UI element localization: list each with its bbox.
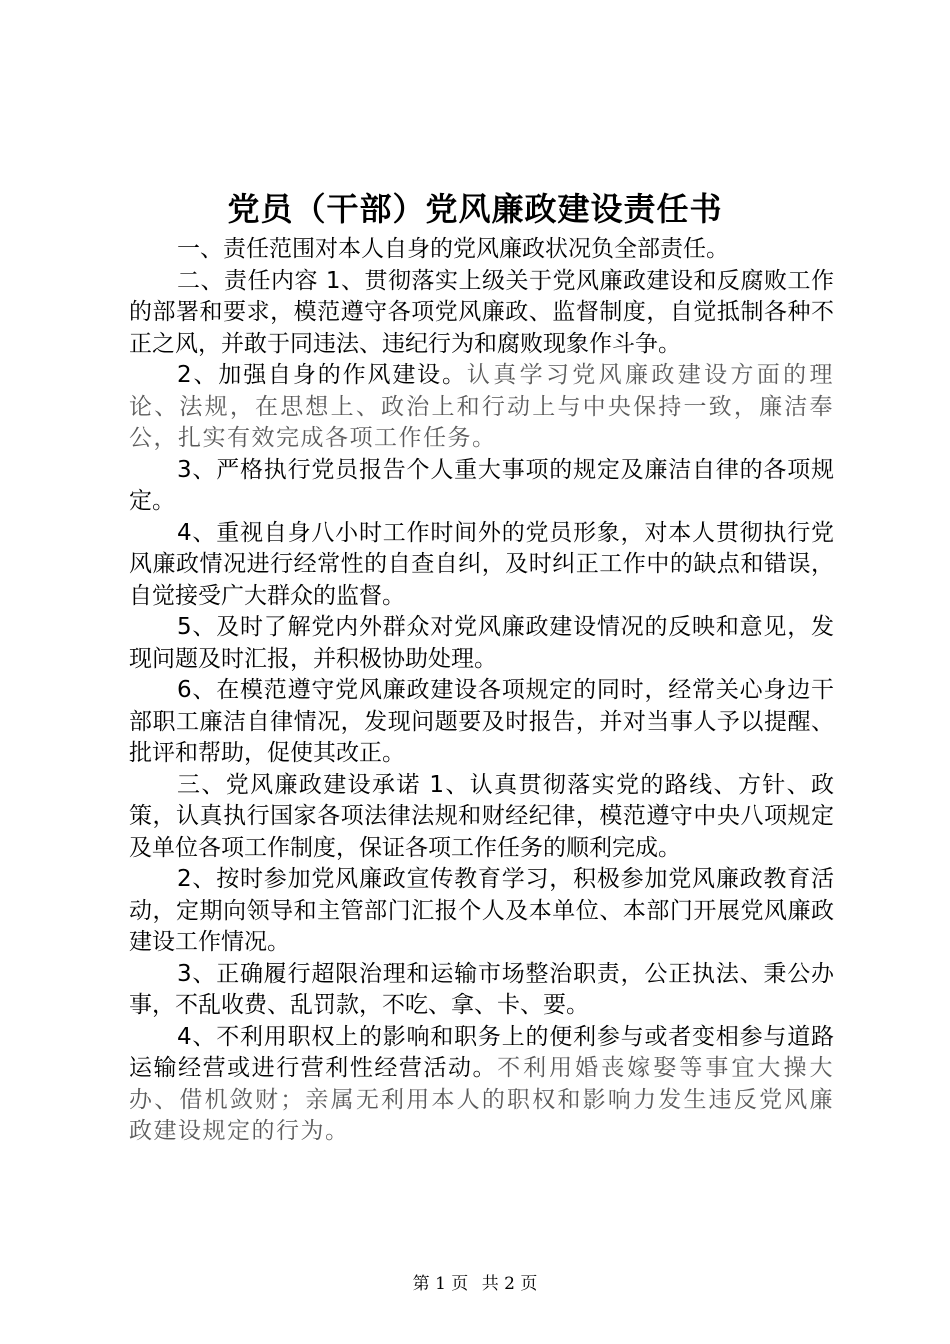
document-body	[129, 234, 834, 1148]
paragraph	[129, 360, 834, 455]
paragraph-text: 2、按时参加党风廉政宣传教育学习，积极参加党风廉政教育活动，定期向领导和主管部门汇报个人及本单位、本部门开展党风廉政建设工作情况。	[129, 866, 834, 955]
paragraph-text: 一、责任范围对本人自身的党风廉政状况负全部责任。	[177, 236, 729, 262]
page-total: 共 2 页	[481, 1274, 538, 1294]
page-footer	[0, 1272, 950, 1296]
page-number: 第 1 页	[412, 1274, 469, 1294]
paragraph-text: 4、不利用职权上的影响和职务上的便利参与或者变相参与道路运输经营或进行营利性经营活动。	[129, 1023, 834, 1081]
paragraph	[129, 266, 834, 361]
paragraph-muted-text: 认真学习党风廉政建设方面的理论、法规，在思想上、政治上和行动上与中央保持一致，廉洁奉公，扎实有效完成各项工作任务。	[129, 362, 834, 451]
paragraph-text: 2、加强自身的作风建设。	[177, 362, 467, 388]
paragraph	[129, 770, 834, 865]
paragraph-text: 6、在模范遵守党风廉政建设各项规定的同时，经常关心身边干部职工廉洁自律情况，发现问题要及时报告，并对当事人予以提醒、批评和帮助，促使其改正。	[129, 677, 834, 766]
paragraph-muted-text: 不利用婚丧嫁娶等事宜大操大办、借机敛财；亲属无利用本人的职权和影响力发生违反党风廉政建设规定的行为。	[129, 1055, 835, 1144]
paragraph	[129, 234, 834, 266]
paragraph-text: 5、及时了解党内外群众对党风廉政建设情况的反映和意见，发现问题及时汇报，并积极协助处理。	[129, 614, 834, 672]
paragraph-text: 3、严格执行党员报告个人重大事项的规定及廉洁自律的各项规定。	[129, 456, 834, 514]
paragraph	[129, 612, 834, 675]
paragraph	[129, 455, 834, 518]
paragraph-text: 4、重视自身八小时工作时间外的党员形象，对本人贯彻执行党风廉政情况进行经常性的自查自纠，及时纠正工作中的缺点和错误，自觉接受广大群众的监督。	[129, 519, 834, 609]
paragraph	[129, 518, 834, 613]
paragraph-text: 三、党风廉政建设承诺 1、认真贯彻落实党的路线、方针、政策，认真执行国家各项法律法规和财经纪律，模范遵守中央八项规定及单位各项工作制度，保证各项工作任务的顺利完成。	[129, 771, 834, 861]
paragraph	[129, 1022, 834, 1148]
paragraph-text: 二、责任内容 1、贯彻落实上级关于党风廉政建设和反腐败工作的部署和要求，模范遵守各项党风廉政、监督制度，自觉抵制各种不正之风，并敢于同违法、违纪行为和腐败现象作斗争。	[129, 267, 834, 357]
paragraph-text: 3、正确履行超限治理和运输市场整治职责，公正执法、秉公办事，不乱收费、乱罚款，不吃、拿、卡、要。	[129, 960, 834, 1018]
paragraph	[129, 864, 834, 959]
paragraph	[129, 959, 834, 1022]
paragraph	[129, 675, 834, 770]
document-title: 党员（干部）党风廉政建设责任书	[227, 190, 723, 228]
